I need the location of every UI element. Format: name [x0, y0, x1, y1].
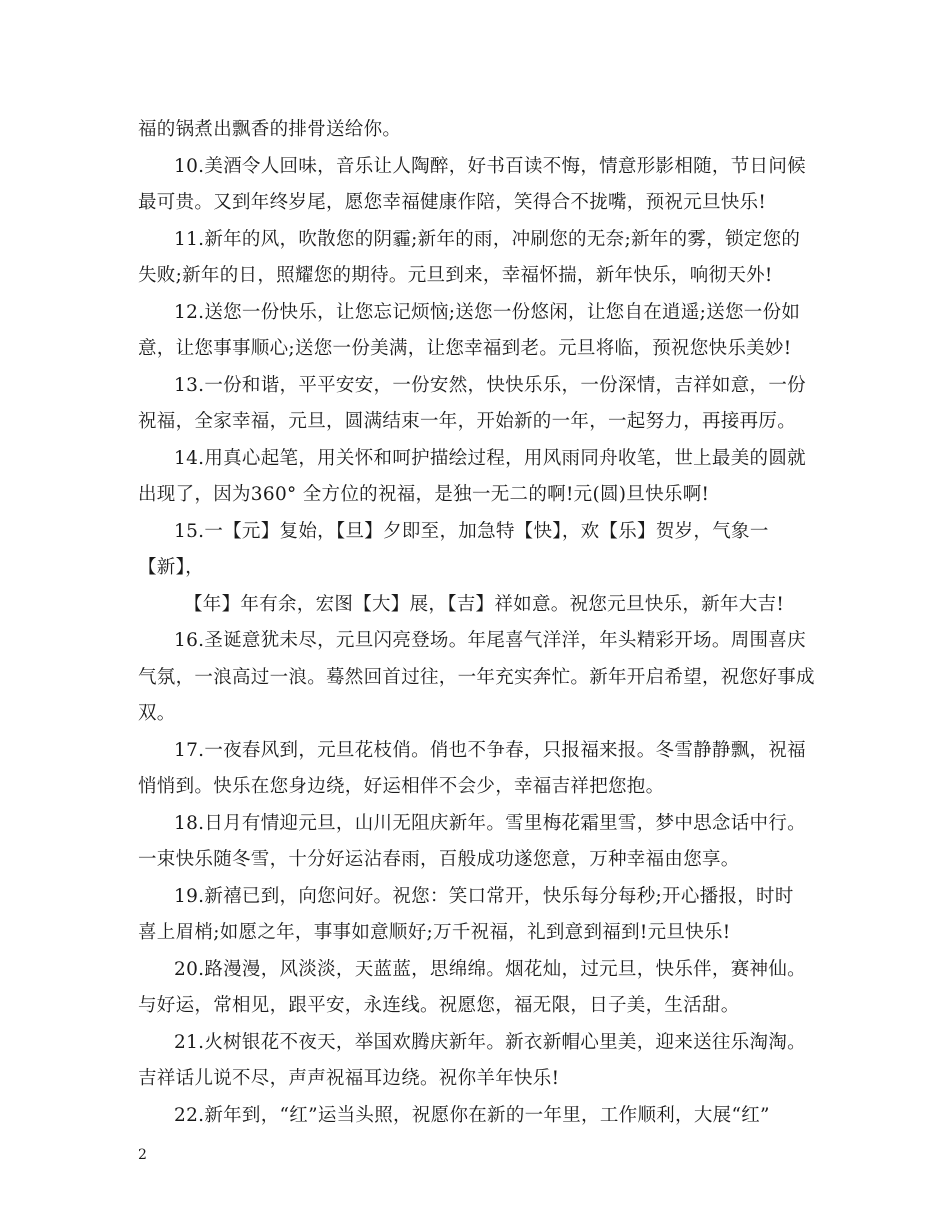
text-line: 悄悄到。快乐在您身边绕，好运相伴不会少，幸福吉祥把您抱。	[138, 776, 665, 797]
text-line: 17.一夜春风到，元旦花枝俏。俏也不争春，只报福来报。冬雪静静飘，祝福	[174, 739, 806, 761]
text-line: 出现了，因为360° 全方位的祝福，是独一无二的啊!元(圆)旦快乐啊!	[138, 484, 710, 505]
text-line: 10.美酒令人回味，音乐让人陶醉，好书百读不悔，情意形影相随，节日问候	[174, 155, 806, 177]
text-line: 吉祥话儿说不尽，声声祝福耳边绕。祝你羊年快乐!	[138, 1068, 560, 1089]
text-line: 11.新年的风，吹散您的阴霾;新年的雨，冲刷您的无奈;新年的雾，锁定您的	[174, 228, 801, 250]
text-line: 气氛，一浪高过一浪。蓦然回首过往，一年充实奔忙。新年开启希望，祝您好事成	[138, 666, 815, 688]
text-line: 意，让您事事顺心;送您一份美满，让您幸福到老。元旦将临，预祝您快乐美妙!	[138, 338, 792, 359]
text-line: 14.用真心起笔，用关怀和呵护描绘过程，用风雨同舟收笔，世上最美的圆就	[174, 447, 806, 469]
text-line: 12.送您一份快乐，让您忘记烦恼;送您一份悠闲，让您自在逍遥;送您一份如	[174, 301, 801, 323]
text-line: 16.圣诞意犹未尽，元旦闪亮登场。年尾喜气洋洋，年头精彩开场。周围喜庆	[174, 630, 806, 651]
text-line: 15.一【元】复始，【旦】夕即至，加急特【快】，欢【乐】贺岁，气象一	[174, 520, 769, 542]
text-line: 19.新禧已到，向您问好。祝您：笑口常开，快乐每分每秒;开心播报，时时	[174, 885, 794, 907]
text-line: 18.日月有情迎元旦，山川无阻庆新年。雪里梅花霜里雪，梦中思念话中行。	[174, 812, 806, 834]
text-line: 失败;新年的日，照耀您的期待。元旦到来，幸福怀揣，新年快乐，响彻天外!	[138, 265, 773, 286]
text-line: 20.路漫漫，风淡淡，天蓝蓝，思绵绵。烟花灿，过元旦，快乐伴，赛神仙。	[174, 958, 806, 980]
text-line: 一束快乐随冬雪，十分好运沾春雨，百般成功遂您意，万种幸福由您享。	[138, 849, 740, 870]
text-line: 喜上眉梢;如愿之年，事事如意顺好;万千祝福，礼到意到福到!元旦快乐!	[138, 922, 731, 943]
document-body	[138, 112, 814, 1134]
text-line: 祝福，全家幸福，元旦，圆满结束一年，开始新的一年，一起努力，再接再厉。	[138, 411, 797, 432]
page-number: 2	[138, 1147, 147, 1163]
text-line: 最可贵。又到年终岁尾，愿您幸福健康作陪，笑得合不拢嘴，预祝元旦快乐!	[138, 192, 767, 213]
text-line: 【年】年有余，宏图【大】展，【吉】祥如意。祝您元旦快乐，新年大吉!	[184, 593, 785, 615]
text-line: 与好运，常相见，跟平安，永连线。祝愿您，福无限，日子美，生活甜。	[138, 995, 740, 1016]
text-line: 21.火树银花不夜天，举国欢腾庆新年。新衣新帽心里美，迎来送往乐淘淘。	[174, 1031, 806, 1053]
text-line: 22.新年到，“红”运当头照，祝愿你在新的一年里，工作顺利，大展“红”	[174, 1104, 770, 1126]
text-line: 13.一份和谐，平平安安，一份安然，快快乐乐，一份深情，吉祥如意，一份	[174, 374, 806, 396]
text-line: 福的锅煮出飘香的排骨送给你。	[138, 119, 402, 140]
text-line: 双。	[138, 703, 176, 724]
text-line: 【新】，	[138, 557, 204, 578]
